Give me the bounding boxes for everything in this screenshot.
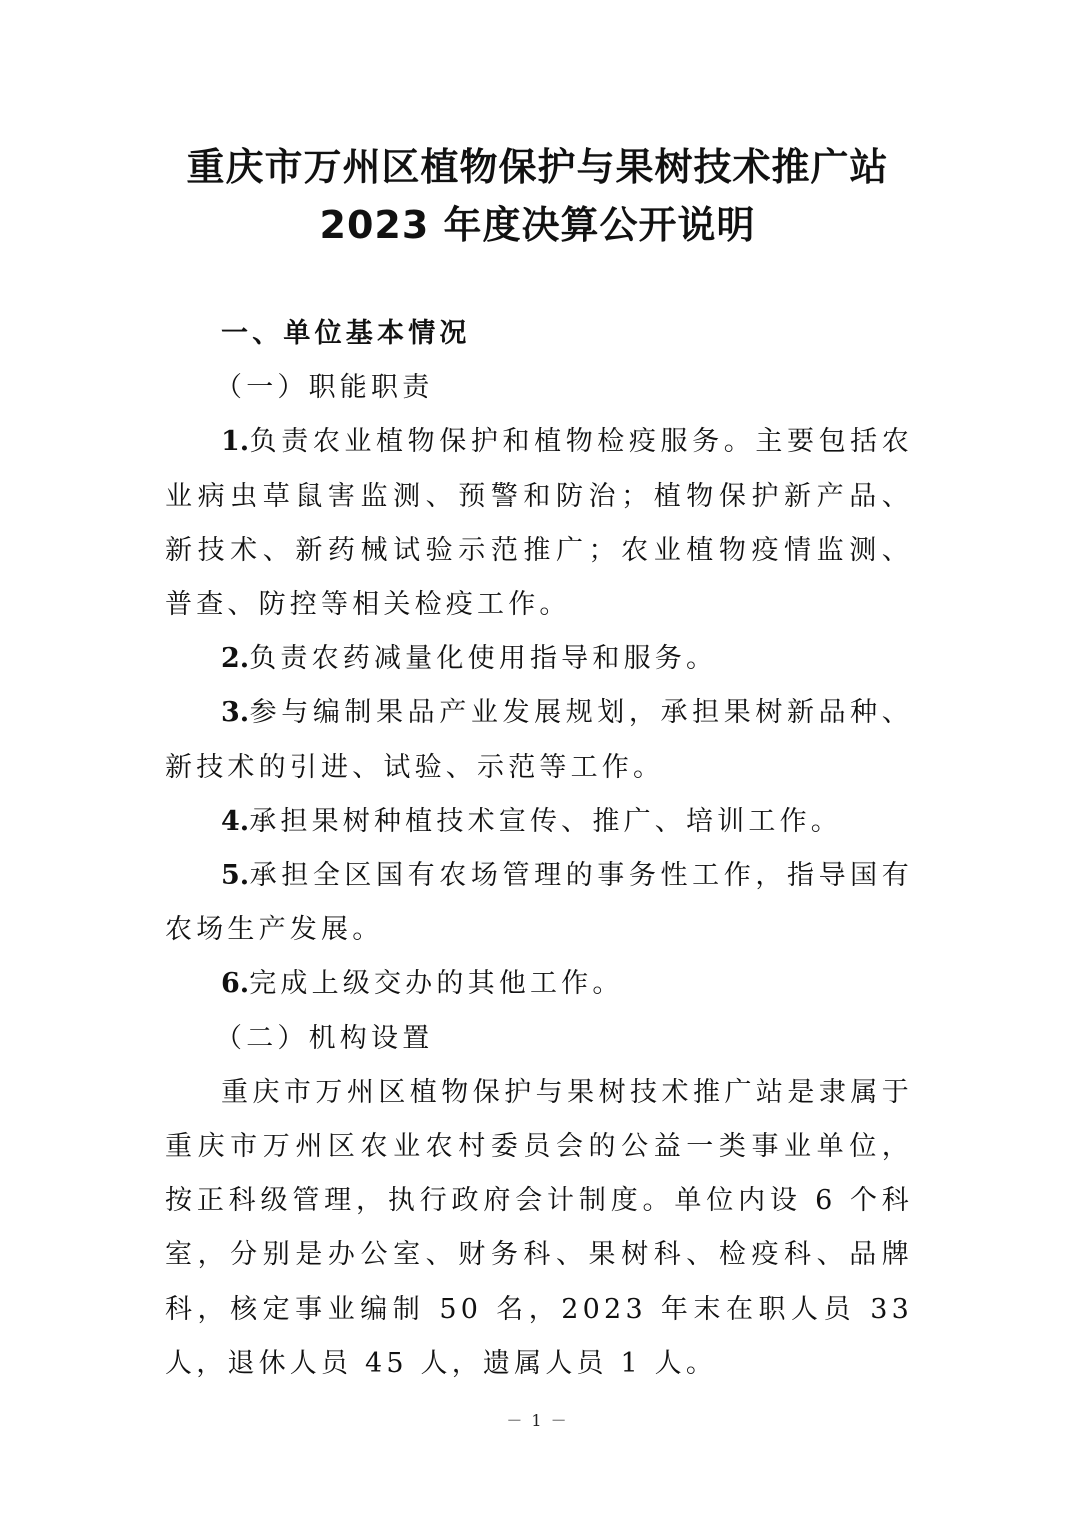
duty-number: 1. [221, 426, 250, 458]
organization-paragraph: 重庆市万州区植物保护与果树技术推广站是隶属于重庆市万州区农业农村委员会的公益一类事业单位，按正科级管理，执行政府会计制度。单位内设 6 个科室，分别是办公室、财务科、果树科、检疫科、品牌科，核定事业编制 50 名，2023 年末在职人员 33 人，退休人员 45 人，遗属人员 1 人。 [165, 1076, 913, 1379]
duty-item [165, 686, 913, 794]
duty-item [165, 957, 913, 1011]
subsection-heading-duties: （一）职能职责 [215, 372, 434, 404]
duty-number: 2. [221, 643, 250, 675]
section-heading-basic-info: 一、单位基本情况 [221, 318, 471, 349]
duty-number: 4. [221, 805, 250, 837]
subsection-heading-organization: （二）机构设置 [215, 1022, 434, 1054]
duty-text: 负责农药减量化使用指导和服务。 [249, 643, 718, 675]
document-body [165, 307, 913, 1391]
duty-item [165, 632, 913, 686]
duty-item [165, 415, 913, 632]
duty-item [165, 849, 913, 957]
duty-number: 3. [221, 697, 250, 729]
duty-text: 承担果树种植技术宣传、推广、培训工作。 [249, 805, 842, 837]
document-title-line1: 重庆市万州区植物保护与果树技术推广站 [186, 145, 889, 189]
page-number: － 1 － [506, 1411, 569, 1430]
duty-item [165, 795, 913, 849]
duty-text: 负责农业植物保护和植物检疫服务。主要包括农业病虫草鼠害监测、预警和防治；植物保护新产品、新技术、新药械试验示范推广；农业植物疫情监测、普查、防控等相关检疫工作。 [165, 426, 913, 621]
duty-text: 承担全区国有农场管理的事务性工作，指导国有农场生产发展。 [165, 860, 913, 946]
document-title-line2: 2023 年度决算公开说明 [319, 203, 756, 247]
duty-text: 完成上级交办的其他工作。 [249, 968, 624, 1000]
duty-number: 5. [221, 860, 250, 892]
duty-number: 6. [221, 968, 250, 1000]
duty-text: 参与编制果品产业发展规划，承担果树新品种、新技术的引进、试验、示范等工作。 [165, 697, 913, 783]
